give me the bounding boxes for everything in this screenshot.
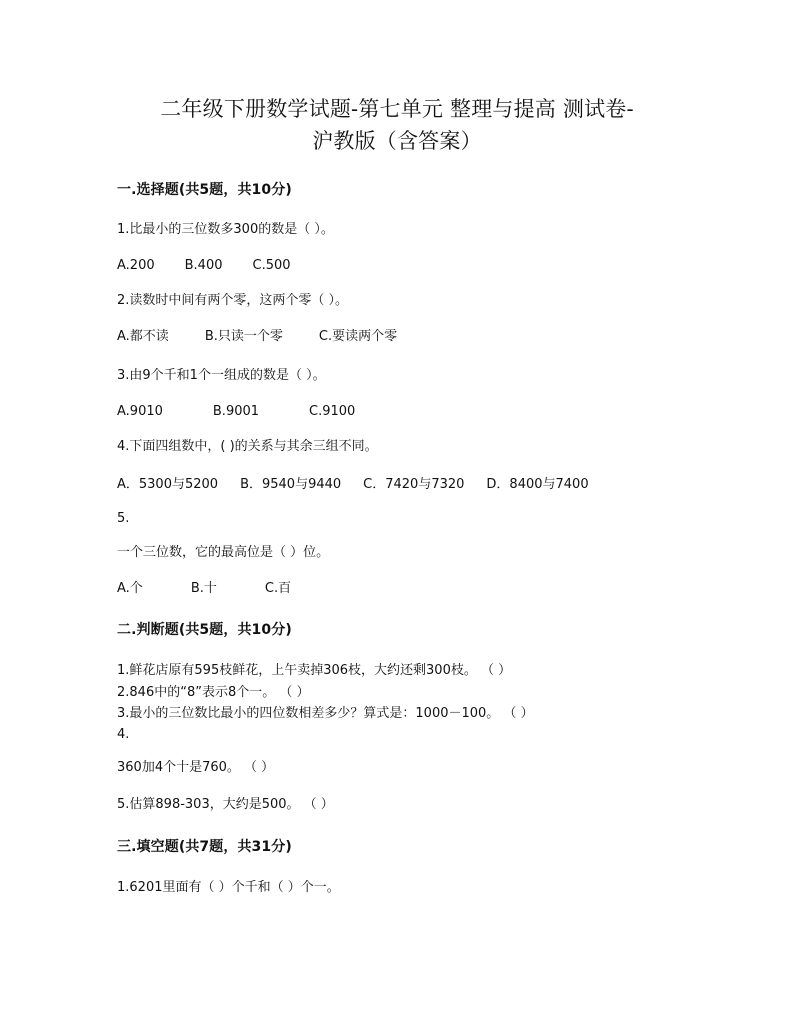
question-2-option-c: C.要读两个零: [318, 329, 398, 344]
section-header-fill-in: 三.填空题(共7题，共31分): [117, 839, 292, 855]
question-1-stem: 1.比最小的三位数多300的数是（ ）。: [117, 222, 334, 237]
question-3-option-b: B.9001: [212, 404, 260, 419]
section-header-multiple-choice: 一.选择题(共5题，共10分): [117, 182, 292, 198]
question-4-options: [117, 476, 611, 494]
question-5-options: [117, 580, 339, 598]
question-3-stem: 3.由9个千和1个一组成的数是（ ）。: [117, 368, 326, 383]
title-line-1: 二年级下册数学试题-第七单元 整理与提高 测试卷-: [160, 97, 634, 121]
question-4-stem: 4.下面四组数中，( )的关系与其余三组不同。: [117, 439, 378, 454]
fill-item-1: 1.6201里面有（ ）个千和（ ）个一。: [117, 880, 340, 895]
question-5-option-a: A.个: [117, 581, 143, 596]
document-title: [0, 93, 794, 157]
question-4-option-d: D．8400与7400: [486, 477, 589, 492]
question-1-option-a: A.200: [117, 258, 155, 273]
question-5-option-b: B.十: [190, 581, 217, 596]
question-5-number: 5.: [117, 511, 130, 526]
question-3-options: [117, 403, 405, 421]
judge-item-1: 1.鲜花店原有595枝鲜花，上午卖掉306枝，大约还剩300枝。 （ ）: [117, 663, 512, 678]
question-3-option-c: C.9100: [309, 404, 356, 419]
section-header-true-false: 二.判断题(共5题，共10分): [117, 622, 292, 638]
title-line-2: 沪教版（含答案）: [312, 129, 482, 153]
question-4-option-b: B．9540与9440: [240, 477, 342, 492]
judge-item-2: 2.846中的“8”表示8个一。 （ ）: [117, 685, 310, 700]
question-4-option-c: C．7420与7320: [363, 477, 465, 492]
question-2-option-b: B.只读一个零: [204, 329, 283, 344]
question-3-option-a: A.9010: [117, 404, 163, 419]
question-1-option-c: C.500: [252, 258, 291, 273]
judge-item-5: 5.估算898-303，大约是500。 （ ）: [117, 797, 334, 812]
question-5-stem: 一个三位数，它的最高位是（ ）位。: [117, 545, 330, 560]
question-1-option-b: B.400: [184, 258, 223, 273]
question-4-option-a: A．5300与5200: [117, 477, 219, 492]
question-1-options: [117, 257, 321, 275]
judge-item-4-stem: 360加4个十是760。 （ ）: [117, 760, 275, 775]
judge-item-3: 3.最小的三位数比最小的四位数相差多少？算式是：1000－100。 （ ）: [117, 706, 534, 721]
question-2-options: [117, 328, 433, 346]
judge-item-4-number: 4.: [117, 727, 130, 742]
question-2-stem: 2.读数时中间有两个零，这两个零（ ）。: [117, 293, 349, 308]
question-2-option-a: A.都不读: [117, 329, 169, 344]
question-5-option-c: C.百: [264, 581, 292, 596]
